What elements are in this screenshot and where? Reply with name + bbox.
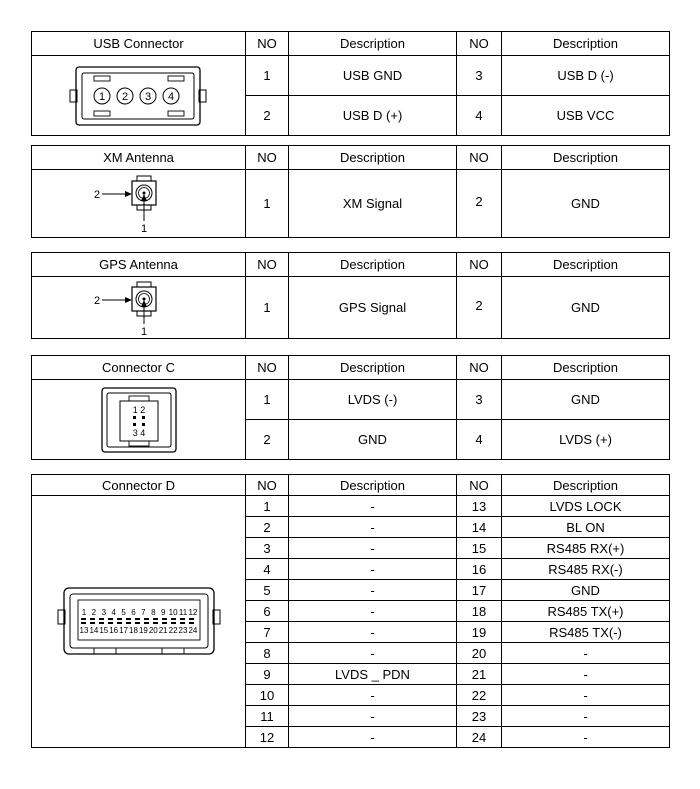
callout-label: 2 (93, 188, 100, 201)
pin-label: 1 (81, 607, 86, 617)
usb-connector-diagram (32, 56, 246, 136)
pin-label: 6 (130, 607, 136, 617)
pin-number: 1 (246, 277, 289, 339)
pin-label: 4 (110, 607, 116, 617)
pin-label: 2 (121, 90, 128, 103)
pin-number: 4 (246, 559, 289, 580)
pin-description: GPS Signal (289, 277, 457, 339)
description-header: Description (289, 253, 457, 277)
no-header: NO (246, 32, 289, 56)
pin-label: 19 (138, 625, 148, 635)
pin-label: 24 (187, 625, 197, 635)
pin-description: - (502, 706, 670, 727)
pin-label: 1 2 (132, 404, 145, 415)
pin-description: - (289, 559, 457, 580)
usb-connector-icon (64, 64, 214, 128)
callout-label: 1 (140, 222, 147, 235)
no-header: NO (246, 356, 289, 380)
gps-antenna-table (31, 252, 670, 339)
connector-title: USB Connector (32, 32, 246, 56)
pin-number: 14 (457, 517, 502, 538)
pin-description: - (502, 643, 670, 664)
pin-label: 14 (88, 625, 98, 635)
no-header: NO (457, 253, 502, 277)
description-header: Description (502, 253, 670, 277)
table-row (32, 277, 670, 339)
pin-number: 7 (246, 622, 289, 643)
usb-connector-table (31, 31, 670, 136)
xm-antenna-diagram (32, 170, 246, 238)
connector-d-icon (54, 582, 224, 662)
description-header: Description (289, 32, 457, 56)
pin-label: 20 (148, 625, 158, 635)
pin-number: 3 (457, 380, 502, 420)
pin-number: 4 (457, 420, 502, 460)
pin-description: - (502, 727, 670, 748)
pin-number: 3 (246, 538, 289, 559)
pin-description: USB VCC (502, 96, 670, 136)
pin-description: - (289, 706, 457, 727)
callout-label: 1 (140, 325, 147, 338)
no-header: NO (457, 146, 502, 170)
description-header: Description (502, 475, 670, 496)
pin-label: 1 (98, 90, 105, 103)
no-header: NO (246, 475, 289, 496)
pin-description: RS485 RX(+) (502, 538, 670, 559)
description-header: Description (502, 146, 670, 170)
pin-number: 18 (457, 601, 502, 622)
pin-number: 2 (246, 96, 289, 136)
connector-title: Connector D (32, 475, 246, 496)
description-header: Description (289, 356, 457, 380)
connector-c-icon (84, 383, 194, 457)
pin-description: RS485 TX(+) (502, 601, 670, 622)
pin-number: 12 (246, 727, 289, 748)
pin-description: USB D (-) (502, 56, 670, 96)
pin-number: 11 (246, 706, 289, 727)
pin-description: GND (502, 380, 670, 420)
header-row (32, 356, 670, 380)
description-header: Description (502, 32, 670, 56)
pin-label: 7 (140, 607, 146, 617)
header-row (32, 475, 670, 496)
connector-d-diagram (32, 496, 246, 748)
pin-number: 13 (457, 496, 502, 517)
pin-label: 5 (120, 607, 126, 617)
pin-number: 8 (246, 643, 289, 664)
pin-description: - (289, 580, 457, 601)
pin-label: 17 (118, 625, 128, 635)
pin-label: 3 (144, 90, 151, 103)
pin-number: 1 (246, 380, 289, 420)
pin-number: 15 (457, 538, 502, 559)
description-header: Description (502, 356, 670, 380)
connector-title: Connector C (32, 356, 246, 380)
pin-number: 2 (457, 170, 502, 238)
table-row (32, 56, 670, 96)
pin-label: 22 (168, 625, 178, 635)
pin-number: 20 (457, 643, 502, 664)
pin-number: 4 (457, 96, 502, 136)
pin-number: 6 (246, 601, 289, 622)
no-header: NO (246, 146, 289, 170)
table-row (32, 380, 670, 420)
connector-title: XM Antenna (32, 146, 246, 170)
pin-number: 10 (246, 685, 289, 706)
pin-description: LVDS (-) (289, 380, 457, 420)
pin-description: GND (502, 277, 670, 339)
pin-number: 17 (457, 580, 502, 601)
pin-number: 9 (246, 664, 289, 685)
pin-label: 9 (160, 607, 165, 617)
pin-label: 23 (178, 625, 187, 635)
pin-label: 18 (128, 625, 138, 635)
pin-number: 23 (457, 706, 502, 727)
pin-label: 4 (167, 90, 174, 103)
pin-description: GND (502, 170, 670, 238)
pin-label: 2 (91, 607, 96, 617)
no-header: NO (246, 253, 289, 277)
pin-label: 13 (79, 625, 88, 635)
pin-description: BL ON (502, 517, 670, 538)
pin-number: 1 (246, 56, 289, 96)
header-row (32, 32, 670, 56)
pin-description: GND (289, 420, 457, 460)
pin-description: - (289, 622, 457, 643)
pin-description: - (502, 685, 670, 706)
no-header: NO (457, 475, 502, 496)
no-header: NO (457, 32, 502, 56)
pin-description: - (289, 496, 457, 517)
pin-description: XM Signal (289, 170, 457, 238)
connector-c-table (31, 355, 670, 460)
pin-description: - (289, 601, 457, 622)
pin-description: - (289, 517, 457, 538)
pin-label: 3 4 (132, 427, 145, 438)
pin-description: - (289, 727, 457, 748)
pin-description: LVDS _ PDN (289, 664, 457, 685)
xm-antenna-table (31, 145, 670, 238)
pin-description: - (502, 664, 670, 685)
connector-title: GPS Antenna (32, 253, 246, 277)
pin-number: 2 (246, 517, 289, 538)
pin-number: 16 (457, 559, 502, 580)
connector-c-diagram (32, 380, 246, 460)
antenna-connector-icon (79, 172, 199, 236)
pin-label: 12 (187, 607, 197, 617)
pin-label: 21 (158, 625, 168, 635)
pin-number: 22 (457, 685, 502, 706)
pin-description: LVDS (+) (502, 420, 670, 460)
pin-label: 11 (178, 607, 187, 617)
description-header: Description (289, 475, 457, 496)
header-row (32, 253, 670, 277)
no-header: NO (457, 356, 502, 380)
pin-description: - (289, 685, 457, 706)
pin-description: - (289, 538, 457, 559)
pin-number: 24 (457, 727, 502, 748)
callout-label: 2 (93, 294, 100, 307)
pin-number: 21 (457, 664, 502, 685)
pin-description: USB GND (289, 56, 457, 96)
pin-number: 2 (246, 420, 289, 460)
pin-number: 19 (457, 622, 502, 643)
gps-antenna-diagram (32, 277, 246, 339)
pin-number: 1 (246, 496, 289, 517)
pin-description: RS485 TX(-) (502, 622, 670, 643)
connector-d-table (31, 474, 670, 748)
pin-number: 5 (246, 580, 289, 601)
header-row (32, 146, 670, 170)
pin-description: GND (502, 580, 670, 601)
table-row (32, 170, 670, 238)
pin-label: 15 (98, 625, 108, 635)
antenna-connector-icon (79, 278, 199, 338)
table-row (32, 496, 670, 517)
pin-number: 3 (457, 56, 502, 96)
pin-label: 16 (108, 625, 118, 635)
pin-label: 8 (150, 607, 156, 617)
pin-description: - (289, 643, 457, 664)
pin-label: 10 (168, 607, 178, 617)
pin-label: 3 (101, 607, 106, 617)
pin-description: LVDS LOCK (502, 496, 670, 517)
description-header: Description (289, 146, 457, 170)
pin-number: 2 (457, 277, 502, 339)
pin-description: RS485 RX(-) (502, 559, 670, 580)
pin-description: USB D (+) (289, 96, 457, 136)
pin-number: 1 (246, 170, 289, 238)
